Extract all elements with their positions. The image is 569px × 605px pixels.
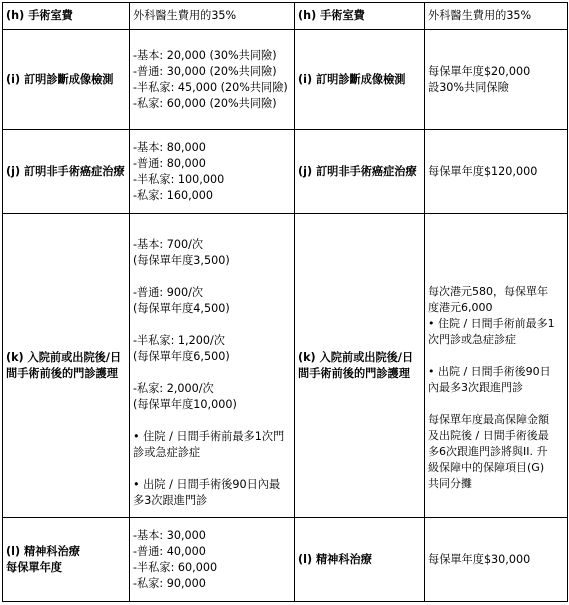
benefit-details [130,518,295,602]
header-cell-benefit-left: 外科醫生費用的35% [130,3,295,30]
detail-line: -基本: 80,000 [133,140,206,154]
detail-line: -普通: 30,000 (20%共同險) [133,64,277,78]
item-label-right: (j) 訂明非手術癌症治療 [295,130,425,214]
benefit-details [130,130,295,214]
benefit-summary: 每次港元580，每保單年 度港元6,000 • 住院 / 日間手術前最多1 次門診或急症診症 • 出院 / 日間手術後90日 內最多3次跟進門診 每保單年度最高保障金額 及出院後 / 日間手術後最 多6次跟進門診將與II. 升 級保障中的保障項目(G) 共同分攤 [425,214,568,518]
item-label-right: (k) 入院前或出院後/日 間手術前後的門診護理 [295,214,425,518]
benefit-details: -基本: 700/次 (每保單年度3,500) -普通: 900/次 (每保單年度4,500) -半私家: 1,200/次 (每保單年度6,500) -私家: 2,000/次 (每保單年度10,000) • 住院 / 日間手術前最多1次門 診或急症診症 • 出院 / 日間手術後90日內最 多3次跟進門診 [130,214,295,518]
summary-line: 設30%共同保險 [428,80,509,94]
benefit-summary: 每保單年度$30,000 [425,518,568,602]
detail-line: -半私家: 60,000 [133,560,218,574]
detail-line: -半私家: 100,000 [133,172,225,186]
detail-line: -半私家: 45,000 (20%共同險) [133,80,288,94]
table-row-cancer-treatment [3,130,568,214]
table-row-header [3,3,568,30]
detail-line: -基本: 20,000 (30%共同險) [133,48,277,62]
detail-line: -私家: 60,000 (20%共同險) [133,96,277,110]
item-label-left: (k) 入院前或出院後/日 間手術前後的門診護理 [3,214,130,518]
item-label-left: (j) 訂明非手術癌症治療 [3,130,130,214]
detail-line: -基本: 30,000 [133,528,206,542]
benefit-summary: 每保單年度$120,000 [425,130,568,214]
item-label-left: (i) 訂明診斷成像檢測 [3,30,130,130]
benefit-comparison-table [2,2,568,602]
header-cell-benefit-right: 外科醫生費用的35% [425,3,568,30]
item-label-left: (l) 精神科治療 每保單年度 [3,518,130,602]
table-row-psychiatric-treatment [3,518,568,602]
table-row-outpatient-care [3,214,568,518]
summary-line: 每保單年度$20,000 [428,64,531,78]
detail-line: -普通: 80,000 [133,156,206,170]
header-cell-item-left: (h) 手術室費 [3,3,130,30]
header-cell-item-right: (h) 手術室費 [295,3,425,30]
detail-line: -普通: 40,000 [133,544,206,558]
benefit-details [130,30,295,130]
item-label-right: (l) 精神科治療 [295,518,425,602]
item-label-right: (i) 訂明診斷成像檢測 [295,30,425,130]
benefit-summary [425,30,568,130]
table-row-diagnostic-imaging [3,30,568,130]
detail-line: -私家: 160,000 [133,188,214,202]
detail-line: -私家: 90,000 [133,576,206,590]
